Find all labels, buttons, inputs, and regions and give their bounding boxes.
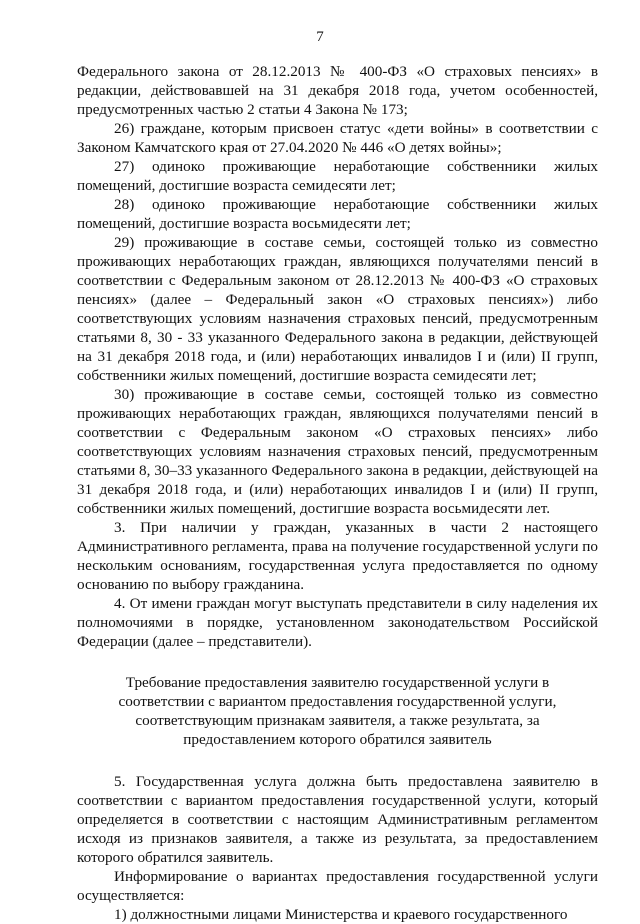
paragraph-continuation: Федерального закона от 28.12.2013 № 400-ФЗ «О страховых пенсиях» в редакции, действовавшей на 31 декабря 2018 года, учетом особенностей, предусмотренных частью 2 статьи 4 Закона № 173; [77, 63, 598, 118]
paragraph-item-30: 30) проживающие в составе семьи, состоящей только из совместно проживающих неработающих граждан, являющихся получателями пенсий в соответствии с Федеральным законом «О страховых пенсиях» либо соответствующих условиям назначения страховых пенсий, предусмотренным статьями 8, 30–33 указанного Федерального закона в редакции, действующей на 31 декабря 2018 года, и (или) неработающих инвалидов I и (или) II групп, собственники жилых помещений, достигшие возраста восьмидесяти лет. [77, 386, 598, 517]
paragraph-informing: Информирование о вариантах предоставления государственной услуги осуществляется: [77, 868, 598, 904]
page-number: 7 [316, 29, 324, 45]
paragraph-section-3: 3. При наличии у граждан, указанных в части 2 настоящего Административного регламента, права на получение государственной услуги по нескольким основаниям, государственная услуга предоставляется по одному основанию по выбору гражданина. [77, 519, 598, 593]
paragraph-section-5: 5. Государственная услуга должна быть предоставлена заявителю в соответствии с вариантом предоставления государственной услуги, который определяется в соответствии с настоящим Административным регламентом исходя из признаков заявителя, а также из результата, за предоставлением которого обратился заявитель. [77, 773, 598, 866]
section-heading: Требование предоставления заявителю государственной услуги в соответствии с вариантом предоставления государственной услуги, соответствующим признакам заявителя, а также результата, за предоставлением которого обратился заявитель [118, 674, 557, 748]
paragraph-item-29: 29) проживающие в составе семьи, состоящей только из совместно проживающих неработающих граждан, являющихся получателями пенсий в соответствии с Федеральным законом от 28.12.2013 № 400-ФЗ «О страховых пенсиях» (далее – Федеральный закон «О страховых пенсиях») либо соответствующих условиям назначения страховых пенсий, предусмотренным статьями 8, 30 - 33 указанного Федерального закона в редакции, действующей на 31 декабря 2018 года, и (или) неработающих инвалидов I и (или) II групп, собственники жилых помещений, достигшие возраста семидесяти лет; [77, 234, 598, 384]
document-body [77, 62, 598, 924]
paragraph-informing-item-1: 1) должностными лицами Министерства и краевого государственного [114, 906, 568, 923]
paragraph-item-28: 28) одиноко проживающие неработающие собственники жилых помещений, достигшие возраста восьмидесяти лет; [77, 196, 598, 232]
paragraph-item-26: 26) граждане, которым присвоен статус «дети войны» в соответствии с Законом Камчатского края от 27.04.2020 № 446 «О детях войны»; [77, 120, 598, 156]
paragraph-section-4: 4. От имени граждан могут выступать представители в силу наделения их полномочиями в порядке, установленном законодательством Российской Федерации (далее – представители). [77, 595, 598, 650]
paragraph-item-27: 27) одиноко проживающие неработающие собственники жилых помещений, достигшие возраста семидесяти лет; [77, 158, 598, 194]
